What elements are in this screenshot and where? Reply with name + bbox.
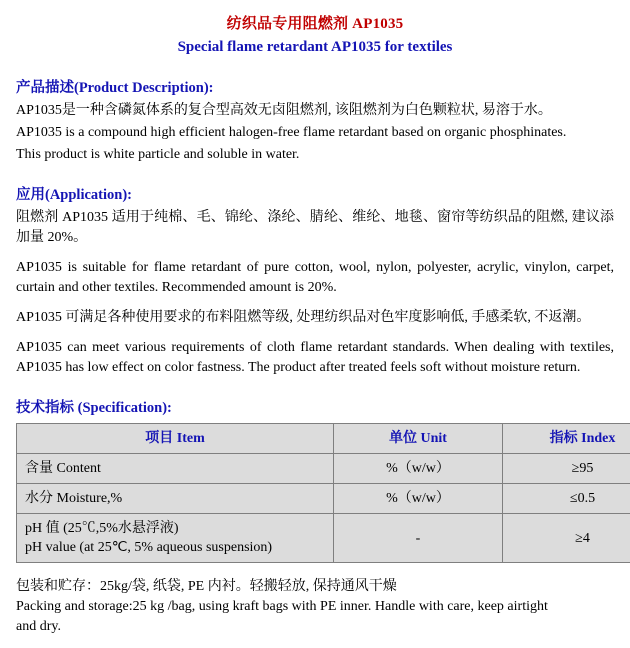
packing-storage-en-1: Packing and storage:25 kg /bag, using kraft bags with PE inner. Handle with care, keep airtight <box>16 599 548 614</box>
title-english: Special flame retardant AP1035 for textiles <box>177 39 453 55</box>
document-title-block <box>16 14 614 58</box>
packing-storage-block <box>16 577 614 637</box>
cell-item: 水分 Moisture,% <box>17 484 334 514</box>
column-header-item: 项目 Item <box>17 424 334 454</box>
cell-unit: %（w/w） <box>334 484 503 514</box>
paragraph-application-en-1: AP1035 is suitable for flame retardant of pure cotton, wool, nylon, polyester, acrylic, vinylon, carpet, curtain and other textiles. Recommended amount is 20%. <box>16 260 614 295</box>
paragraph-description-en-1: AP1035 is a compound high efficient halogen-free flame retardant based on organic phosphinates. <box>16 125 567 140</box>
section-heading-application: 应用(Application): <box>16 187 132 203</box>
packing-storage-en-2: and dry. <box>16 619 61 634</box>
cell-index: ≤0.5 <box>503 484 630 514</box>
section-heading-specification: 技术指标 (Specification): <box>16 400 172 416</box>
paragraph-application-en-2: AP1035 can meet various requirements of cloth flame retardant standards. When dealing with textiles, AP1035 has low effect on color fastness. The product after treated feels soft without moisture return. <box>16 340 614 375</box>
paragraph-application-cn-2: AP1035 可满足各种使用要求的布料阻燃等级, 处理纺织品对色牢度影响低, 手感柔软, 不返潮。 <box>16 310 591 325</box>
cell-index: ≥95 <box>503 454 630 484</box>
cell-item: 含量 Content <box>17 454 334 484</box>
paragraph-application-cn-1: 阻燃剂 AP1035 适用于纯棉、毛、锦纶、涤纶、腈纶、维纶、地毯、窗帘等纺织品的阻燃, 建议添加量 20%。 <box>16 210 614 245</box>
cell-item <box>17 514 334 563</box>
table-row <box>17 484 630 514</box>
section-product-description <box>16 76 614 165</box>
section-heading-product-description: 产品描述(Product Description): <box>16 80 214 96</box>
cell-item-line-cn: pH 值 (25℃,5%水悬浮液) <box>25 521 179 536</box>
cell-unit: - <box>334 514 503 563</box>
table-header-row <box>17 424 630 454</box>
cell-unit: %（w/w） <box>334 454 503 484</box>
cell-index: ≥4 <box>503 514 630 563</box>
section-application <box>16 183 614 378</box>
paragraph-description-en-2: This product is white particle and soluble in water. <box>16 147 300 162</box>
table-row <box>17 454 630 484</box>
paragraph-description-cn: AP1035是一种含磷氮体系的复合型高效无卤阻燃剂, 该阻燃剂为白色颗粒状, 易溶于水。 <box>16 103 552 118</box>
section-specification <box>16 396 614 563</box>
column-header-unit: 单位 Unit <box>334 424 503 454</box>
table-row <box>17 514 630 563</box>
title-chinese: 纺织品专用阻燃剂 AP1035 <box>226 16 404 32</box>
packing-storage-cn: 包装和贮存：25kg/袋, 纸袋, PE 内衬。轻搬轻放, 保持通风干燥 <box>16 579 397 594</box>
column-header-index: 指标 Index <box>503 424 630 454</box>
specification-table <box>16 423 630 563</box>
cell-item-line-en: pH value (at 25℃, 5% aqueous suspension) <box>25 540 273 555</box>
